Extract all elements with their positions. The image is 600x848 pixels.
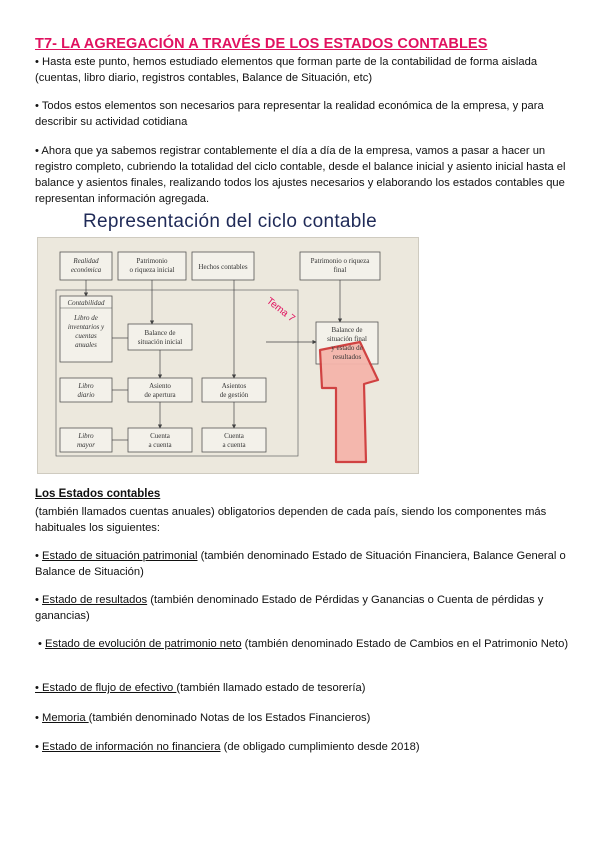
label-realidad-1: Realidad	[73, 257, 99, 265]
label-cuenta-2b: a cuenta	[222, 441, 246, 449]
label-inventarios-2: inventarios y	[67, 323, 105, 331]
label-diario-2: diario	[77, 391, 95, 399]
figure-title: Representación del ciclo contable	[83, 211, 378, 232]
item-bullet: •	[35, 741, 43, 753]
list-item	[35, 680, 570, 696]
label-inventarios-3: cuentas	[75, 332, 97, 340]
item-bullet: •	[35, 712, 43, 724]
item-bullet: •	[35, 550, 43, 562]
list-item	[35, 592, 570, 624]
label-contabilidad: Contabilidad	[67, 299, 105, 307]
accounting-cycle-figure	[35, 208, 420, 474]
section-heading: Los Estados contables	[35, 488, 161, 500]
item-description: (también denominado Notas de los Estados Financieros)	[88, 712, 371, 724]
arrow-label: Tema 7	[264, 295, 297, 325]
label-cuenta-1b: a cuenta	[148, 441, 172, 449]
label-cuenta-1a: Cuenta	[150, 432, 170, 440]
item-bullet: •	[38, 638, 46, 650]
label-patrimonio-fin-2: final	[333, 266, 347, 274]
label-gestion-1: Asientos	[221, 382, 247, 390]
label-balance-final-1: Balance de	[331, 326, 363, 334]
label-patrimonio-fin-1: Patrimonio o riqueza	[310, 257, 370, 265]
label-realidad-2: económica	[70, 266, 102, 274]
item-term: Estado de evolución de patrimonio neto	[45, 638, 242, 650]
cycle-diagram	[38, 238, 418, 473]
item-description: (de obligado cumplimiento desde 2018)	[220, 741, 420, 753]
label-balance-inicial-1: Balance de	[144, 329, 176, 337]
section-intro: (también llamados cuentas anuales) obligatorios dependen de cada país, siendo los componentes más habituales los siguientes:	[35, 506, 547, 534]
label-cuenta-2a: Cuenta	[224, 432, 244, 440]
figure-panel	[37, 237, 419, 474]
label-mayor-2: mayor	[77, 441, 95, 449]
intro-paragraph-3: • Ahora que ya sabemos registrar contablemente el día a día de la empresa, vamos a pasar a hacer un registro completo, cubriendo la totalidad del ciclo contable, desde el balance inicial y asiento inicial hasta el balance y asientos finales, realizando todos los ajustes necesarios y elaborando los estados contables que representan información agregada.	[35, 145, 566, 205]
item-description: (también denominado Estado de Situación Financiera, Balance General o Balance de Situación)	[35, 550, 566, 578]
label-mayor-1: Libro	[78, 432, 94, 440]
label-inventarios-1: Libro de	[74, 314, 98, 322]
list-item	[35, 548, 570, 580]
label-patrimonio-inicio-2: o riqueza inicial	[129, 266, 175, 274]
item-description: (también llamado estado de tesorería)	[176, 682, 366, 694]
label-balance-final-2: situación final	[327, 335, 367, 343]
item-description: (también denominado Estado de Pérdidas y Ganancias o Cuenta de pérdidas y ganancias)	[35, 594, 544, 622]
label-balance-final-4: resultados	[332, 353, 362, 361]
label-diario-1: Libro	[78, 382, 94, 390]
item-description: (también denominado Estado de Cambios en el Patrimonio Neto)	[241, 638, 569, 650]
label-apertura-2: de apertura	[144, 391, 176, 399]
item-term: Estado de información no financiera	[42, 741, 221, 753]
label-gestion-2: de gestión	[219, 391, 249, 399]
page-title: T7- LA AGREGACIÓN A TRAVÉS DE LOS ESTADOS CONTABLES	[35, 36, 488, 52]
list-item	[35, 710, 570, 726]
box-balance-inicial	[128, 324, 192, 350]
item-term: Estado de flujo de efectivo	[42, 682, 177, 694]
list-item	[38, 636, 573, 652]
item-bullet: •	[35, 594, 43, 606]
label-patrimonio-inicio-1: Patrimonio	[136, 257, 168, 265]
label-balance-final-3: y estado de	[331, 344, 363, 352]
intro-paragraph-1: • Hasta este punto, hemos estudiado elementos que forman parte de la contabilidad de forma aislada (cuentas, libro diario, registros contables, Balance de Situación, etc)	[35, 56, 538, 84]
item-term: Estado de situación patrimonial	[42, 550, 198, 562]
item-term: Memoria	[42, 712, 89, 724]
label-inventarios-4: anuales	[75, 341, 97, 349]
label-balance-inicial-2: situación inicial	[137, 338, 183, 346]
item-bullet: •	[35, 682, 43, 694]
list-item	[35, 739, 570, 755]
label-apertura-1: Asiento	[149, 382, 171, 390]
item-term: Estado de resultados	[42, 594, 148, 606]
label-hechos: Hechos contables	[198, 263, 248, 271]
intro-paragraph-2: • Todos estos elementos son necesarios para representar la realidad económica de la empresa, y para describir su actividad cotidiana	[35, 100, 544, 128]
